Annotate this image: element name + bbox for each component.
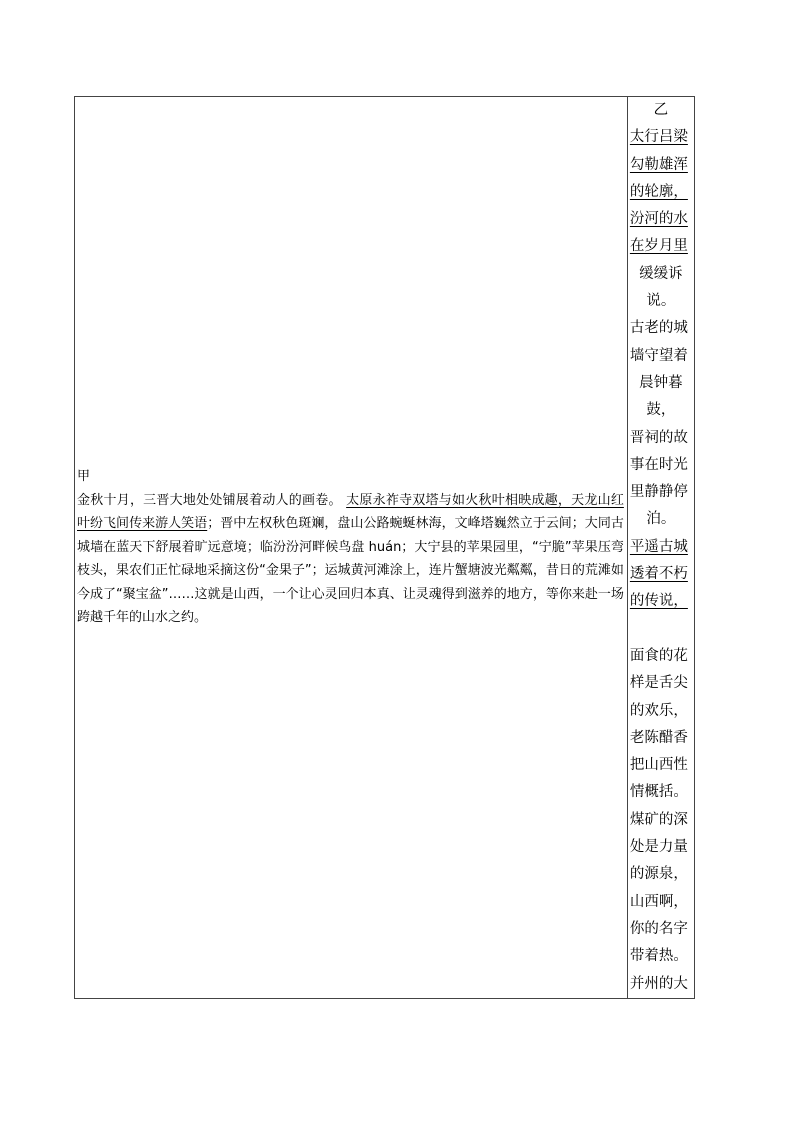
- poem-cell: [627, 97, 694, 999]
- poem-line: 说。: [646, 293, 676, 310]
- content-table: [74, 96, 695, 999]
- passage-a: [75, 465, 627, 629]
- poem-line: 泊。: [646, 511, 676, 528]
- passage-a-text: ；晋中左权秋色斑斓，: [207, 516, 338, 532]
- underlined-sentence-1: 太原永祚寺双塔与如火秋叶相映成趣，天龙山红叶纷飞间传来游人笑语: [77, 492, 624, 532]
- poem-line: 面食的花样是舌尖的欢乐，老陈醋香把山西性情概括。煤矿的深处是力量的源泉，山西啊，你的名字带着热。并州的大: [629, 647, 688, 992]
- poem-line: 平遥古城透着不朽: [629, 538, 688, 583]
- passage-a-heading: 甲: [77, 469, 91, 485]
- poem-line: 晋祠的故事在时光里静静停: [629, 429, 688, 501]
- poem-line: 太行吕梁勾勒雄浑: [629, 129, 688, 173]
- underlined-phrase-2: 盘山公路蜿蜒林海: [337, 516, 442, 532]
- poem-line: 晨钟暮: [639, 374, 683, 391]
- poem-line: 汾河的水在岁月里: [629, 211, 688, 255]
- passage-a-text: 金秋十月，三晋大地处处铺展着动人的画卷。: [77, 492, 342, 508]
- stanza-gap: [630, 616, 692, 643]
- passage-cell: [75, 97, 628, 999]
- poem-b-heading: 乙: [653, 102, 669, 118]
- poem-b: [628, 97, 694, 998]
- poem-line: 的传说，: [629, 593, 688, 610]
- poem-line: 的轮廓，: [629, 183, 688, 200]
- poem-line: 古老的城墙守望着: [629, 320, 688, 364]
- poem-line: 缓缓诉: [639, 265, 683, 282]
- poem-line: 鼓，: [646, 402, 676, 419]
- passage-a-text: ，文峰塔巍然立于云间；大同古城墙在蓝天下舒展着旷远意境；临汾汾河畔候鸟盘 huán；大宁县的苹果园里，“宁脆”苹果压弯枝头，果农们正忙碌地采摘这份“金果子”；运城黄河滩涂上，连片蟹塘波光粼粼，昔日的荒滩如今成了“聚宝盆”……这就是山西，一个让心灵回归本真、让灵魂得到滋养的地方，等你来赴一场跨越千年的山水之约。: [77, 516, 624, 625]
